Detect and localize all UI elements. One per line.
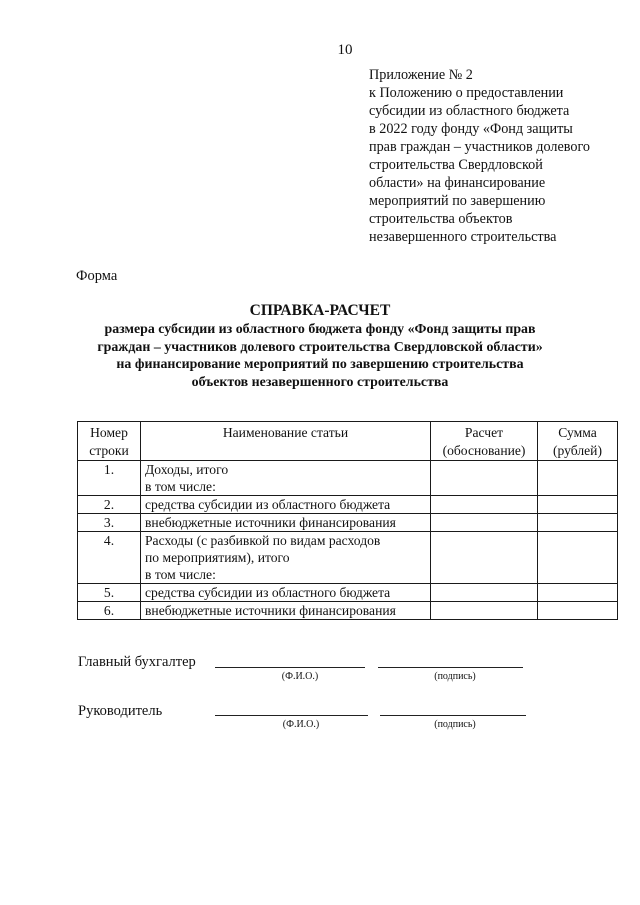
subtitle-line: граждан – участников долевого строительства Свердловской области» [97,339,543,355]
appendix-line: области» на финансирование [369,175,546,191]
director-name-line[interactable] [215,715,368,716]
table-row [78,496,618,514]
table-row [78,584,618,602]
table-row [78,461,618,496]
row-amount-cell[interactable] [538,461,618,496]
row-calculation-cell[interactable] [431,496,538,514]
row-number: 6. [78,602,141,620]
row-name: Расходы (с разбивкой по видам расходов по мероприятиям), итого в том числе: [141,532,431,584]
appendix-line: незавершенного строительства [369,229,557,245]
subtitle-line: объектов незавершенного строительства [191,374,449,390]
table-header-row [78,422,618,461]
header-amount: Сумма (рублей) [538,422,618,461]
header-row-number: Номер строки [78,422,141,461]
row-number: 1. [78,461,141,496]
appendix-line: строительства объектов [369,211,513,227]
signature-caption: (подпись) [434,719,476,730]
table-row [78,514,618,532]
appendix-header [369,66,631,246]
row-amount-cell[interactable] [538,514,618,532]
appendix-line: в 2022 году фонду «Фонд защиты [369,121,573,137]
appendix-line: к Положению о предоставлении [369,85,564,101]
row-name: Доходы, итого в том числе: [141,461,431,496]
row-number: 5. [78,584,141,602]
row-calculation-cell[interactable] [431,602,538,620]
subtitle-line: размера субсидии из областного бюджета фонду «Фонд защиты прав [104,322,536,337]
row-number: 4. [78,532,141,584]
chief-accountant-signature-line[interactable] [378,667,523,668]
table-row [78,602,618,620]
director-label: Руководитель [78,703,163,719]
document-title: СПРАВКА-РАСЧЕТ [249,302,391,319]
row-number: 2. [78,496,141,514]
row-name: внебюджетные источники финансирования [141,514,431,532]
row-amount-cell[interactable] [538,496,618,514]
header-calculation: Расчет (обоснование) [431,422,538,461]
row-amount-cell[interactable] [538,602,618,620]
document-subtitle [60,321,580,391]
form-label: Форма [76,268,118,284]
appendix-line: субсидии из областного бюджета [369,103,570,119]
page-number: 10 [337,42,353,58]
row-name: средства субсидии из областного бюджета [141,496,431,514]
row-calculation-cell[interactable] [431,584,538,602]
appendix-line: Приложение № 2 [369,67,473,83]
row-name: внебюджетные источники финансирования [141,602,431,620]
header-item-name: Наименование статьи [141,422,431,461]
row-calculation-cell[interactable] [431,461,538,496]
row-calculation-cell[interactable] [431,514,538,532]
calculation-table [77,421,618,620]
appendix-line: строительства Свердловской [369,157,543,173]
chief-accountant-label: Главный бухгалтер [78,654,196,670]
table-row [78,532,618,584]
appendix-line: мероприятий по завершению [369,193,546,209]
row-number: 3. [78,514,141,532]
row-name: средства субсидии из областного бюджета [141,584,431,602]
row-calculation-cell[interactable] [431,532,538,584]
appendix-line: прав граждан – участников долевого [369,139,591,155]
subtitle-line: на финансирование мероприятий по завершению строительства [116,357,524,372]
chief-accountant-name-line[interactable] [215,667,365,668]
row-amount-cell[interactable] [538,584,618,602]
name-caption: (Ф.И.О.) [281,671,319,682]
name-caption: (Ф.И.О.) [282,719,320,730]
director-signature-line[interactable] [380,715,526,716]
signature-caption: (подпись) [434,671,476,682]
row-amount-cell[interactable] [538,532,618,584]
